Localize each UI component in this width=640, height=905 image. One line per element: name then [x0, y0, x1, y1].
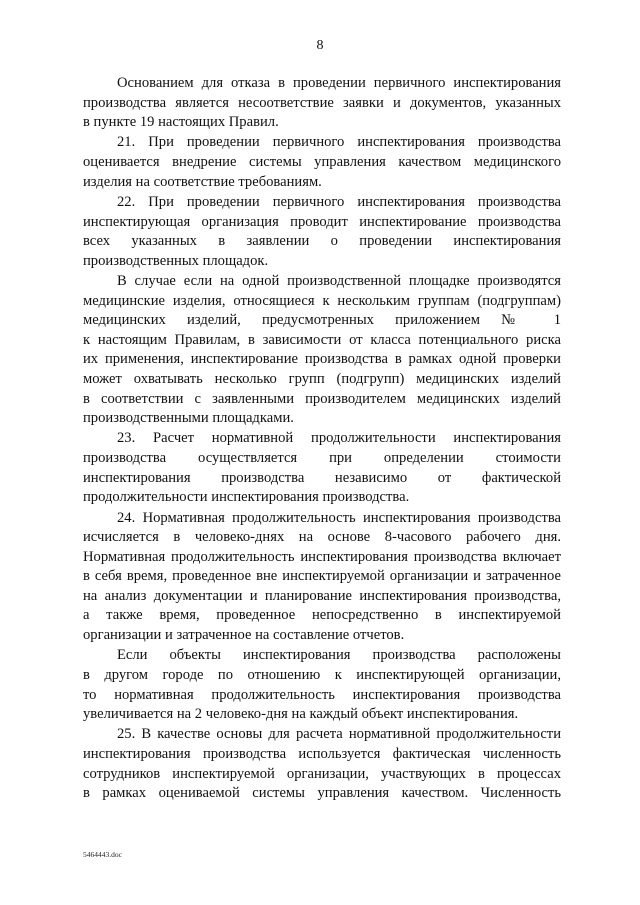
document-body — [83, 74, 561, 804]
paragraph — [83, 646, 561, 724]
text-line: производственных площадок. — [83, 252, 269, 269]
text-line: производства осуществляется при определении стоимости — [83, 450, 561, 467]
text-line: производственными площадками. — [83, 410, 294, 427]
text-line: инспектирования производства используется фактическая численность — [83, 746, 561, 762]
text-line: сотрудников инспектируемой организации, участвующих в процессах — [83, 765, 561, 782]
text-line: всех указанных в заявлении о проведении инспектирования — [83, 233, 561, 250]
text-line: в другом городе по отношению к инспектирующей организации, — [83, 666, 561, 683]
text-line: может охватывать несколько групп (подгрупп) медицинских изделий — [83, 370, 561, 387]
text-line: 22. При проведении первичного инспектирования производства — [117, 193, 561, 210]
text-line: Если объекты инспектирования производства расположены — [117, 647, 561, 664]
file-name-footer: 5464443.doc — [83, 850, 122, 859]
text-line: оценивается внедрение системы управления качеством медицинского — [83, 154, 561, 171]
text-line: производства является несоответствие заявки и документов, указанных — [83, 94, 561, 111]
page-number: 8 — [316, 38, 324, 53]
text-line: организации и затраченное на составление отчетов. — [83, 627, 405, 644]
text-line: то нормативная продолжительность инспектирования производства — [83, 686, 561, 703]
text-line: 25. В качестве основы для расчета нормативной продолжительности — [117, 726, 561, 743]
paragraph — [83, 429, 561, 507]
text-line: в рамках оцениваемой системы управления качеством. Численность — [83, 785, 561, 802]
paragraph — [83, 725, 561, 803]
text-line: к настоящим Правилам, в зависимости от класса потенциального риска — [83, 331, 561, 348]
text-line: Нормативная продолжительность инспектирования производства включает — [83, 548, 561, 565]
text-line: медицинские изделия, относящиеся к нескольким группам (подгруппам) — [83, 292, 561, 309]
text-line: инспектирования производства независимо от фактической — [83, 469, 561, 486]
paragraph — [83, 193, 561, 271]
text-line: инспектирующая организация проводит инспектирование производства — [83, 213, 561, 230]
text-line: изделия на соответствие требованиям. — [83, 173, 322, 190]
text-line: в соответствии с заявленными производителем медицинских изделий — [83, 390, 561, 407]
text-line: 21. При проведении первичного инспектирования производства — [117, 134, 561, 151]
text-line: медицинских изделий, предусмотренных приложением № 1 — [83, 312, 561, 329]
text-line: 23. Расчет нормативной продолжительности инспектирования — [117, 430, 561, 447]
text-line: В случае если на одной производственной площадке производятся — [117, 273, 561, 289]
text-line: 24. Нормативная продолжительность инспектирования производства — [117, 509, 561, 526]
text-line: их применения, инспектирование производства в рамках одной проверки — [83, 351, 561, 368]
text-line: исчисляется в человеко-днях на основе 8-часового рабочего дня. — [83, 529, 561, 546]
text-line: в пункте 19 настоящих Правил. — [83, 114, 279, 131]
paragraph — [83, 133, 561, 192]
text-line: Основанием для отказа в проведении первичного инспектирования — [117, 75, 561, 91]
paragraph — [83, 272, 561, 429]
text-line: в себя время, проведенное вне инспектируемой организации и затраченное — [83, 568, 561, 585]
paragraph — [83, 509, 561, 646]
text-line: увеличивается на 2 человеко-дня на каждый объект инспектирования. — [83, 706, 519, 723]
paragraph — [83, 74, 561, 133]
text-line: продолжительности инспектирования производства. — [83, 489, 410, 506]
text-line: а также время, проведенное непосредственно в инспектируемой — [83, 607, 561, 624]
text-line: на анализ документации и планирование инспектирования производства, — [83, 587, 561, 604]
